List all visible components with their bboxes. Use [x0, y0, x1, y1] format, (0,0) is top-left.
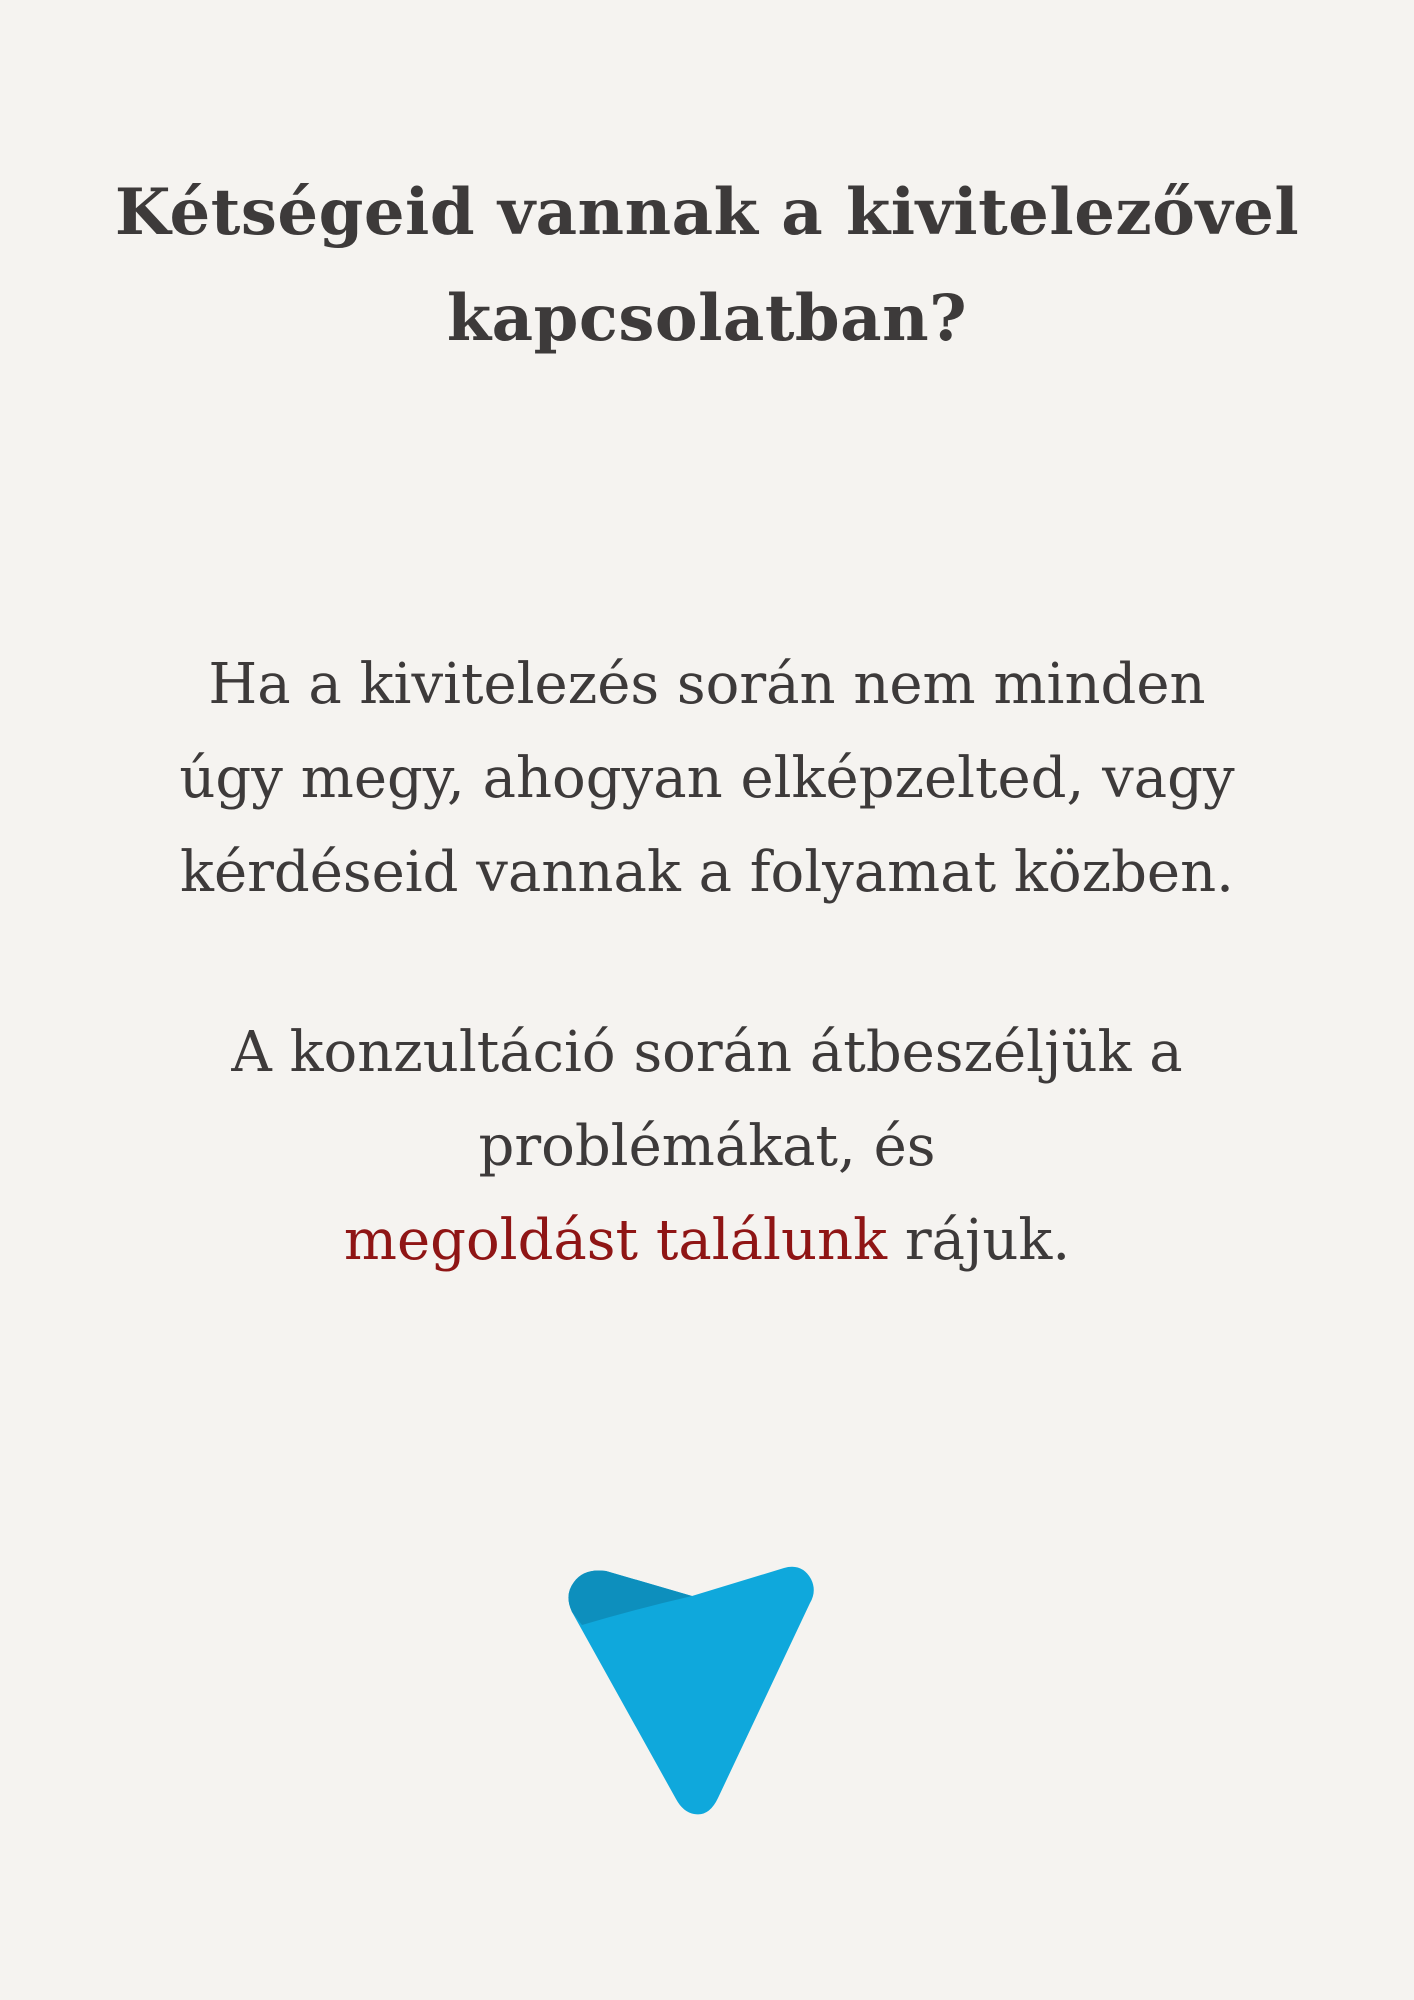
consultation-line-2: problémákat, és: [478, 1114, 936, 1179]
intro-line-3: kérdéseid vannak a folyamat közben.: [180, 840, 1234, 905]
downward-triangle-logo-icon: [566, 1565, 846, 1817]
page-title: [40, 160, 1374, 372]
consultation-paragraph: [40, 1006, 1374, 1288]
intro-line-2: úgy megy, ahogyan elképzelted, vagy: [179, 746, 1235, 811]
title-line-1: Kétségeid vannak a kivitelezővel: [114, 175, 1300, 250]
intro-line-1: Ha a kivitelezés során nem minden: [208, 652, 1206, 717]
consultation-line-3: [40, 1194, 1374, 1288]
highlight-text: megoldást találunk: [343, 1208, 888, 1273]
highlight-suffix: rájuk.: [887, 1208, 1071, 1273]
intro-paragraph: [40, 638, 1374, 920]
title-line-2: kapcsolatban?: [446, 281, 968, 356]
consultation-line-1: A konzultáció során átbeszéljük a: [231, 1020, 1183, 1085]
